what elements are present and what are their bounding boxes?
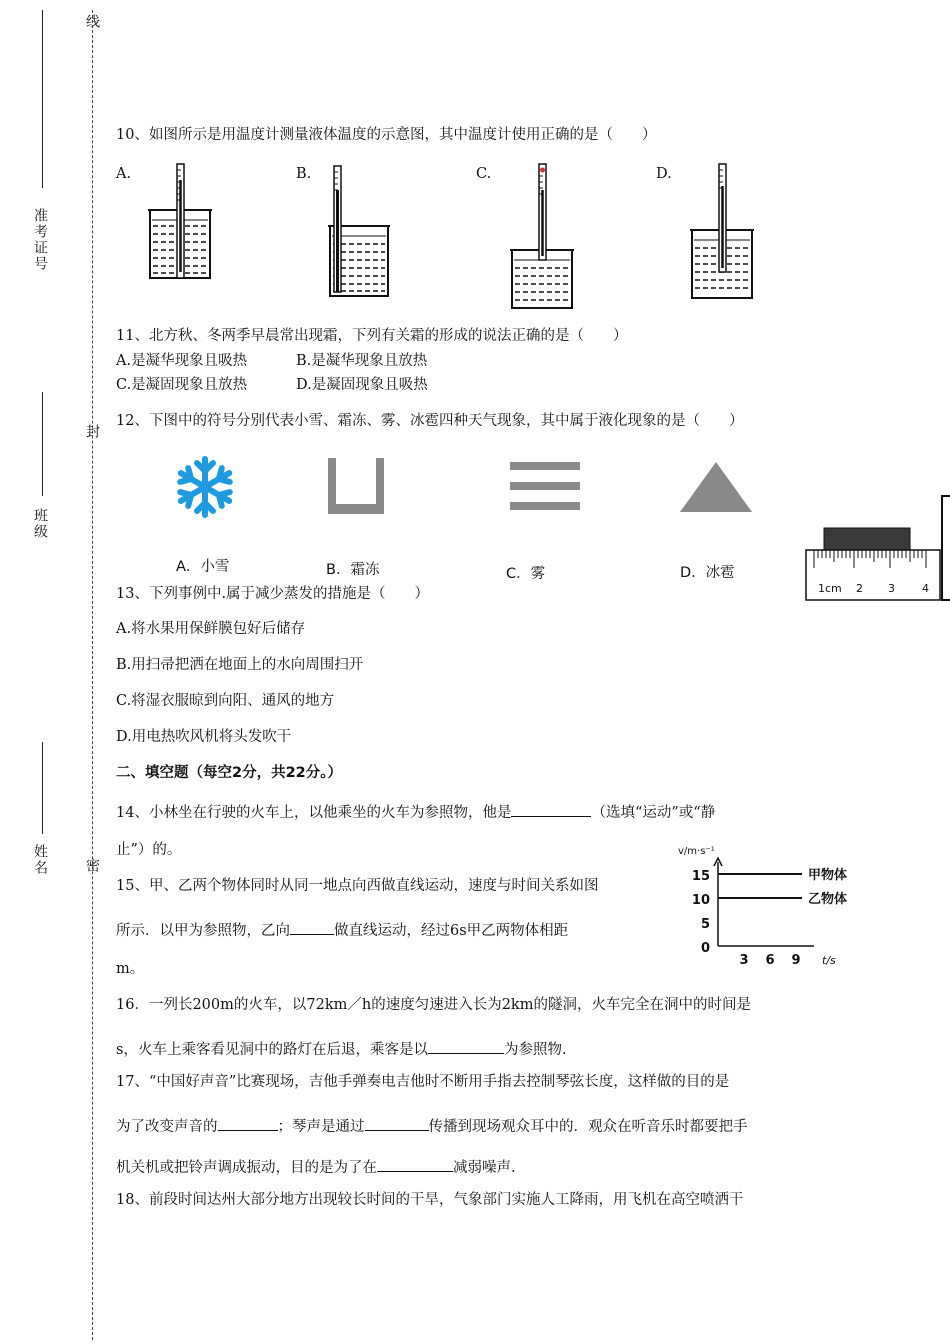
- q14-blank-1[interactable]: [511, 802, 591, 817]
- beaker-b-figure: [322, 160, 396, 298]
- q17-line2-text-c: 传播到现场观众耳中的．观众在听音乐时都要把手: [428, 1119, 748, 1135]
- q17-line2-text-b: ；琴声是通过: [277, 1119, 365, 1135]
- q17-line3-text-b: 减弱噪声.: [453, 1160, 516, 1176]
- class-write-line[interactable]: [42, 392, 43, 496]
- q15-blank-1[interactable]: [290, 920, 334, 935]
- q12-caption-b: B．霜冻: [326, 562, 380, 578]
- beaker-c-figure: [506, 160, 580, 312]
- q11-option-b: B.是凝华现象且放热: [296, 353, 428, 369]
- q10-option-a: A.: [116, 166, 132, 182]
- q17-line3: [116, 1157, 516, 1176]
- hail-symbol-icon: [678, 460, 754, 516]
- binding-dashed-line: [92, 10, 93, 1340]
- q10-option-d: D.: [656, 166, 672, 182]
- graph-x-tick-6: 6: [765, 953, 775, 966]
- frost-symbol-icon: [324, 456, 388, 516]
- name-label: 姓名: [32, 844, 48, 876]
- q15-line2-text-a: 所示．以甲为参照物，乙向: [116, 923, 290, 939]
- snowflake-icon: [172, 454, 238, 520]
- graph-y-tick-15: 15: [691, 869, 710, 884]
- q10-option-c: C.: [476, 166, 492, 182]
- q13-option-b: B.用扫帚把洒在地面上的水向周围扫开: [116, 657, 364, 673]
- q17-line2: [116, 1116, 748, 1135]
- q16-line1: 16．一列长200m的火车，以72km／h的速度匀速进入长为2km的隧洞，火车完全在洞中的时间是: [116, 997, 751, 1013]
- section-2-title: 二、填空题（每空2分，共22分。）: [116, 765, 343, 781]
- q11-option-d: D.是凝固现象且吸热: [296, 377, 428, 393]
- q13-option-a: A.将水果用保鲜膜包好后储存: [116, 621, 306, 637]
- q12-caption-a: A．小雪: [176, 559, 230, 575]
- velocity-time-graph: [676, 840, 872, 966]
- q18-line1: 18、前段时间达州大部分地方出现较长时间的干旱，气象部门实施人工降雨，用飞机在高空喷洒干: [116, 1192, 744, 1208]
- q16-blank-2[interactable]: [428, 1039, 504, 1054]
- q11-stem: 11、北方秋、冬两季早晨常出现霜，下列有关霜的形成的说法正确的是（ ）: [116, 328, 628, 344]
- q13-option-d: D.用电热吹风机将头发吹干: [116, 729, 292, 745]
- beaker-d-figure: [686, 160, 760, 302]
- margin-line-label: 线: [84, 14, 100, 30]
- q17-blank-2[interactable]: [365, 1116, 429, 1131]
- q10-option-b: B.: [296, 166, 312, 182]
- q12-stem: 12、下图中的符号分别代表小雪、霜冻、雾、冰雹四种天气现象，其中属于液化现象的是（ ）: [116, 413, 744, 429]
- q12-caption-d: D．冰雹: [680, 565, 735, 581]
- margin-seal-label: 封: [84, 424, 100, 440]
- graph-series-yi-label: 乙物体: [808, 892, 848, 907]
- ruler-label-3: 3: [888, 582, 895, 595]
- q17-blank-1[interactable]: [218, 1116, 278, 1131]
- ruler-label-1: 1cm: [818, 582, 842, 595]
- q16-line2: [116, 1039, 567, 1058]
- ruler-label-4: 4: [922, 582, 929, 595]
- graph-y-tick-0: 0: [700, 941, 710, 956]
- q16-line2-text-a: s，火车上乘客看见洞中的路灯在后退，乘客是以: [116, 1042, 428, 1058]
- margin-close-label: 密: [84, 858, 100, 874]
- q14-line2: 止”）的。: [116, 842, 182, 858]
- q15-line3: m。: [116, 961, 145, 977]
- beaker-a-figure: [144, 160, 218, 282]
- class-label: 班级: [32, 508, 48, 540]
- graph-x-tick-3: 3: [739, 953, 749, 966]
- exam-id-label: 准考证号: [32, 208, 48, 272]
- graph-y-tick-10: 10: [691, 893, 710, 908]
- graph-y-tick-5: 5: [700, 917, 710, 932]
- q14-line1-text-a: 14、小林坐在行驶的火车上，以他乘坐的火车为参照物，他是: [116, 805, 512, 821]
- fog-symbol-icon: [508, 460, 582, 516]
- q13-stem: 13、下列事例中.属于减少蒸发的措施是（ ）: [116, 586, 430, 602]
- q11-option-a: A.是凝华现象且吸热: [116, 353, 248, 369]
- q15-line1: 15、甲、乙两个物体同时从同一地点向西做直线运动，速度与时间关系如图: [116, 878, 599, 894]
- q12-caption-c: C．雾: [506, 566, 546, 582]
- q15-line2: [116, 920, 568, 939]
- name-write-line[interactable]: [42, 742, 43, 834]
- q17-blank-3[interactable]: [377, 1157, 453, 1172]
- q17-line1: 17、“中国好声音”比赛现场，吉他手弹奏电吉他时不断用手指去控制琴弦长度，这样做的目的是: [116, 1074, 730, 1090]
- graph-series-jia-label: 甲物体: [808, 868, 848, 883]
- exam-id-write-line[interactable]: [42, 10, 43, 188]
- ruler-label-2: 2: [856, 582, 863, 595]
- q17-line2-text-a: 为了改变声音的: [116, 1119, 218, 1135]
- q17-line3-text-a: 机关机或把铃声调成振动，目的是为了在: [116, 1160, 377, 1176]
- graph-x-axis-label: t/s: [822, 954, 836, 966]
- q14-line1: [116, 802, 715, 821]
- q13-option-c: C.将湿衣服晾到向阳、通风的地方: [116, 693, 335, 709]
- ruler-figure: [804, 494, 950, 606]
- q15-line2-text-b: 做直线运动，经过6s甲乙两物体相距: [334, 923, 569, 939]
- graph-x-tick-9: 9: [791, 953, 801, 966]
- q11-option-c: C.是凝固现象且放热: [116, 377, 248, 393]
- q10-stem: 10、如图所示是用温度计测量液体温度的示意图，其中温度计使用正确的是（ ）: [116, 127, 657, 143]
- q14-line1-text-b: （选填“运动”或“静: [591, 805, 716, 821]
- graph-y-axis-label: v/m·s⁻¹: [678, 846, 715, 857]
- q16-line2-text-b: 为参照物.: [503, 1042, 567, 1058]
